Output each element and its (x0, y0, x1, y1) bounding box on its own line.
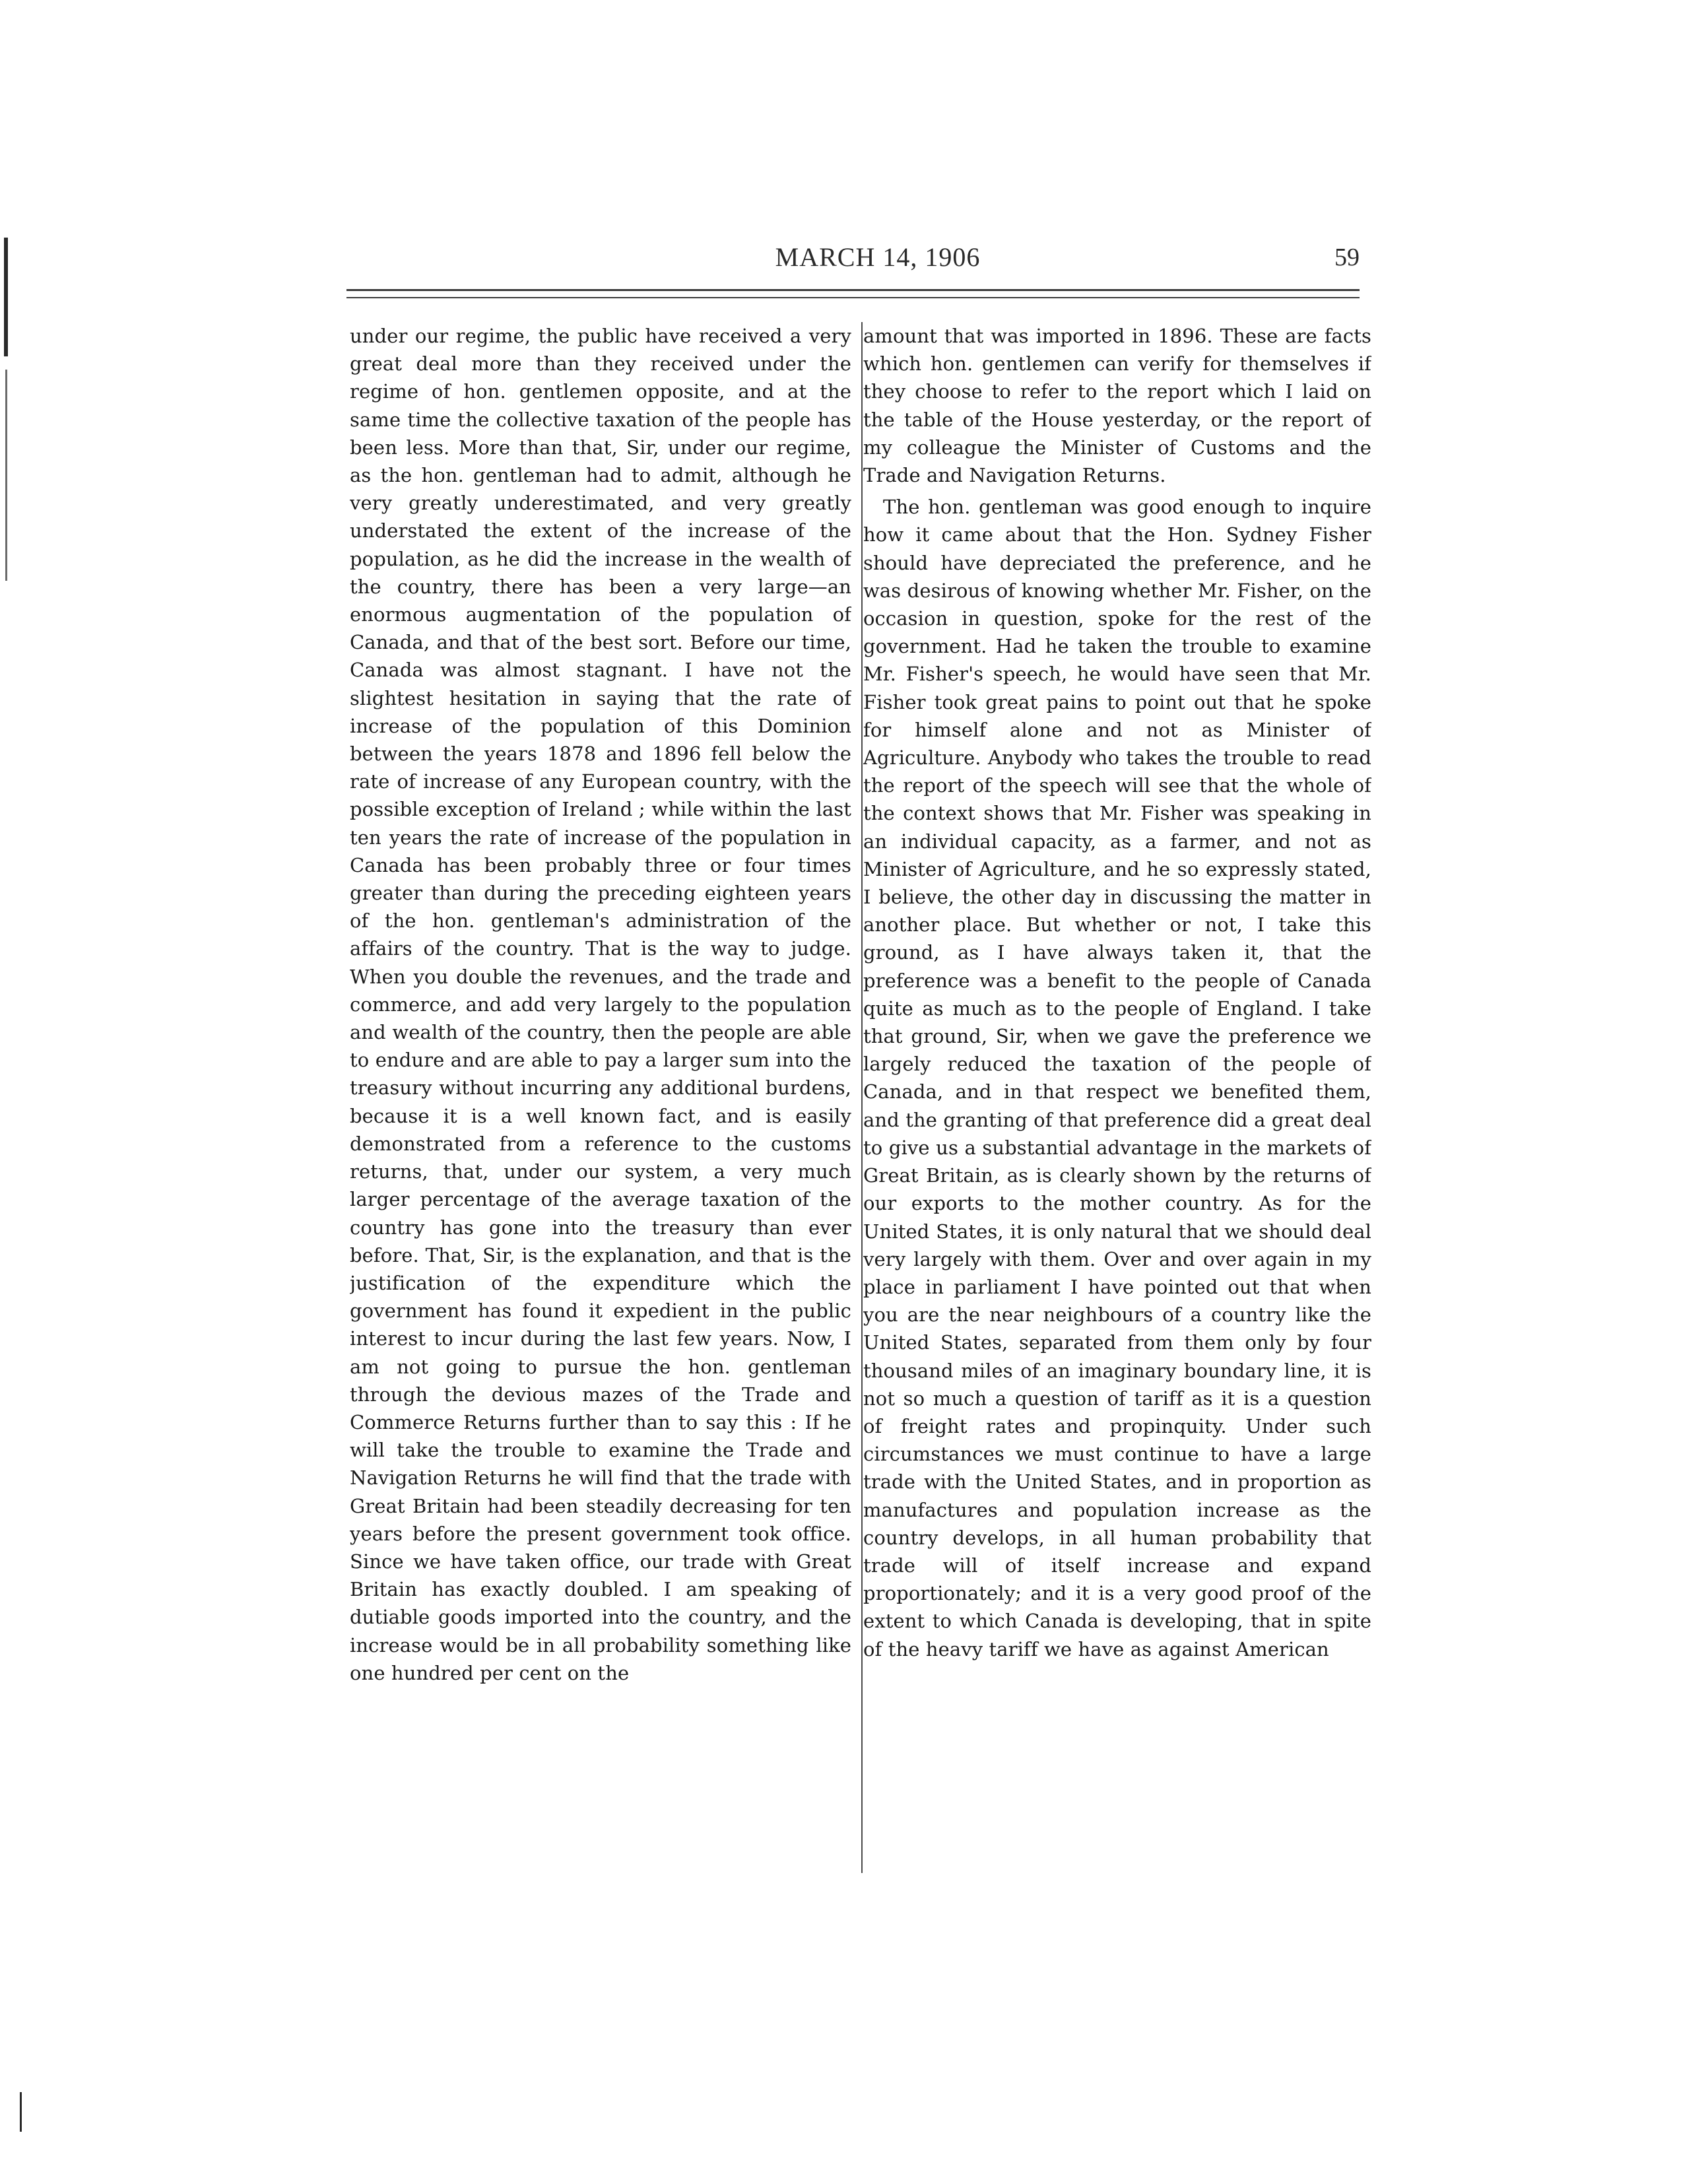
column-divider (861, 322, 863, 1873)
right-column-paragraph-2: The hon. gentleman was good enough to inquire how it came about that the Hon. Sydney Fisher should have depreciated the preference, and he was desirous of knowing whether Mr. Fisher, on the occasion in question, spoke for the rest of the government. Had he taken the trouble to examine Mr. Fisher's speech, he would have seen that Mr. Fisher took great pains to point out that he spoke for himself alone and not as Minister of Agriculture. Anybody who takes the trouble to read the report of the speech will see that the whole of the context shows that Mr. Fisher was speaking in an individual capacity, as a farmer, and not as Minister of Agriculture, and he so expressly stated, I believe, the other day in discussing the matter in another place. But whether or not, I take this ground, as I have always taken it, that the preference was a benefit to the people of Canada quite as much as to the people of England. I take that ground, Sir, when we gave the preference we largely reduced the taxation of the people of Canada, and in that respect we benefited them, and the granting of that preference did a great deal to give us a substantial advantage in the markets of Great Britain, as is clearly shown by the returns of our exports to the mother country. As for the United States, it is only natural that we should deal very largely with them. Over and over again in my place in parliament I have pointed out that when you are the near neighbours of a country like the United States, separated from them only by four thousand miles of an imaginary boundary line, it is not so much a question of tariff as it is a question of freight rates and propinquity. Under such circumstances we must continue to have a large trade with the United States, and in proportion as manufactures and population increase as the country develops, in all human probability that trade will of itself increase and expand proportionately; and it is a very good proof of the extent to which Canada is developing, that in spite of the heavy tariff we have as against American (863, 496, 1371, 1660)
header-rule-bottom (346, 297, 1360, 298)
scan-edge-mark-bottom (20, 2092, 22, 2132)
scan-edge-mark-middle (5, 370, 7, 581)
left-column (350, 322, 851, 1876)
right-column-paragraph-1: amount that was imported in 1896. These are facts which hon. gentlemen can verify for themselves if they choose to refer to the report which I laid on the table of the House yesterday, or the report of my colleague the Minister of Customs and the Trade and Navigation Returns. (863, 325, 1371, 487)
running-header-date: MARCH 14, 1906 (775, 242, 981, 272)
left-column-paragraph: under our regime, the public have received a very great deal more than they received under the regime of hon. gentlemen opposite, and at the same time the collective taxation of the people has been less. More than that, Sir, under our regime, as the hon. gentleman had to admit, although he very greatly underestimated, and very greatly understated the extent of the increase of the population, as he did the increase in the wealth of the country, there has been a very large—an enormous augmentation of the population of Canada, and that of the best sort. Before our time, Canada was almost stagnant. I have not the slightest hesitation in saying that the rate of increase of the population of this Dominion between the years 1878 and 1896 fell below the rate of increase of any European country, with the possible exception of Ireland ; while within the last ten years the rate of increase of the population in Canada has been probably three or four times greater than during the preceding eighteen years of the hon. gentleman's administration of the affairs of the country. That is the way to judge. When you double the revenues, and the trade and commerce, and add very largely to the population and wealth of the country, then the people are able to endure and are able to pay a larger sum into the treasury without incurring any additional burdens, because it is a well known fact, and is easily demonstrated from a reference to the customs returns, that, under our system, a very much larger percentage of the average taxation of the country has gone into the treasury than ever before. That, Sir, is the explanation, and that is the justification of the expenditure which the government has found it expedient in the public interest to incur during the last few years. Now, I am not going to pursue the hon. gentleman through the devious mazes of the Trade and Commerce Returns further than to say this : If he will take the trouble to examine the Trade and Navigation Returns he will find that the trade with Great Britain had been steadily decreasing for ten years before the present government took office. Since we have taken office, our trade with Great Britain has exactly doubled. I am speaking of dutiable goods imported into the country, and the increase would be in all probability something like one hundred per cent on the (350, 325, 851, 1684)
page-number: 59 (1334, 244, 1360, 271)
scan-edge-mark-top (4, 238, 8, 356)
header-rule-top (346, 289, 1360, 291)
right-column (863, 322, 1371, 1876)
